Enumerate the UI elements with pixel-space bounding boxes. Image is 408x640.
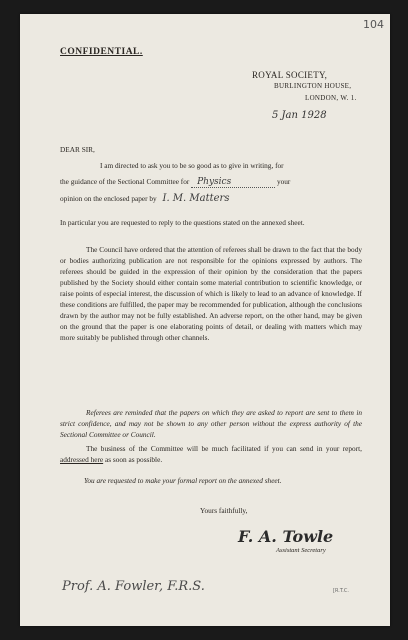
handwritten-date: 5 Jan 1928: [272, 110, 327, 121]
signature: F. A. Towle: [238, 527, 334, 546]
para5-suffix: as soon as possible.: [104, 455, 163, 464]
request-line-2: [60, 177, 362, 188]
line2-prefix: the guidance of the Sectional Committee for: [60, 177, 190, 186]
signatory-title: Assistant Secretary: [276, 547, 326, 554]
paragraph-confidentiality: Referees are reminded that the papers on which they are asked to report are sent to them in strict confidence, and may not be shown to any other person without the express authority of the Sectional Committee or Council.: [60, 408, 362, 439]
author-handwritten: I. M. Matters: [162, 193, 230, 204]
printer-code: [R.T.C.: [333, 588, 349, 594]
letter-sheet: [20, 14, 390, 626]
paragraph-business: [60, 443, 362, 465]
folio-number: 104: [363, 18, 384, 31]
para5-underlined: addressed here: [60, 455, 104, 464]
line3-prefix: opinion on the enclosed paper by: [60, 194, 157, 203]
closing: Yours faithfully,: [200, 506, 248, 515]
address-line-1: BURLINGTON HOUSE,: [274, 82, 352, 90]
request-line-1: I am directed to ask you to be so good as to give in writing, for: [100, 161, 284, 170]
line2-suffix: your: [276, 177, 291, 186]
request-line-3: [60, 193, 362, 204]
committee-handwritten: Physics: [191, 177, 275, 188]
paragraph-formal-report: You are requested to make your formal report on the annexed sheet.: [84, 476, 282, 485]
addressee-handwritten: Prof. A. Fowler, F.R.S.: [62, 579, 205, 594]
paragraph-council: The Council have ordered that the attention of referees shall be drawn to the fact that the body or bodies authorizing publication are not responsible for the opinions expressed by authors. The referees should be guided in the expression of their opinion by the consideration that the papers published by the Society should either contain some material contribution to scientific knowledge, or raise points of especial interest, the discussion of which is likely to lead to an advance of knowledge. If these conditions are fulfilled, the paper may be recommended for publication, although the conclusions drawn by the author may not be fully established. An adverse report, on the other hand, may be given on the ground that the paper is one elaborating points of detail, or dealing with matters which may more suitably be published through other channels.: [60, 245, 362, 342]
para5-prefix: The business of the Committee will be much facilitated if you can send in your report,: [86, 444, 362, 453]
paragraph-questions: In particular you are requested to reply to the questions stated on the annexed sheet.: [60, 218, 305, 227]
confidential-heading: CONFIDENTIAL.: [60, 47, 143, 57]
org-name: ROYAL SOCIETY,: [252, 70, 328, 80]
salutation: DEAR SIR,: [60, 145, 95, 154]
address-line-2: LONDON, W. 1.: [305, 94, 357, 102]
